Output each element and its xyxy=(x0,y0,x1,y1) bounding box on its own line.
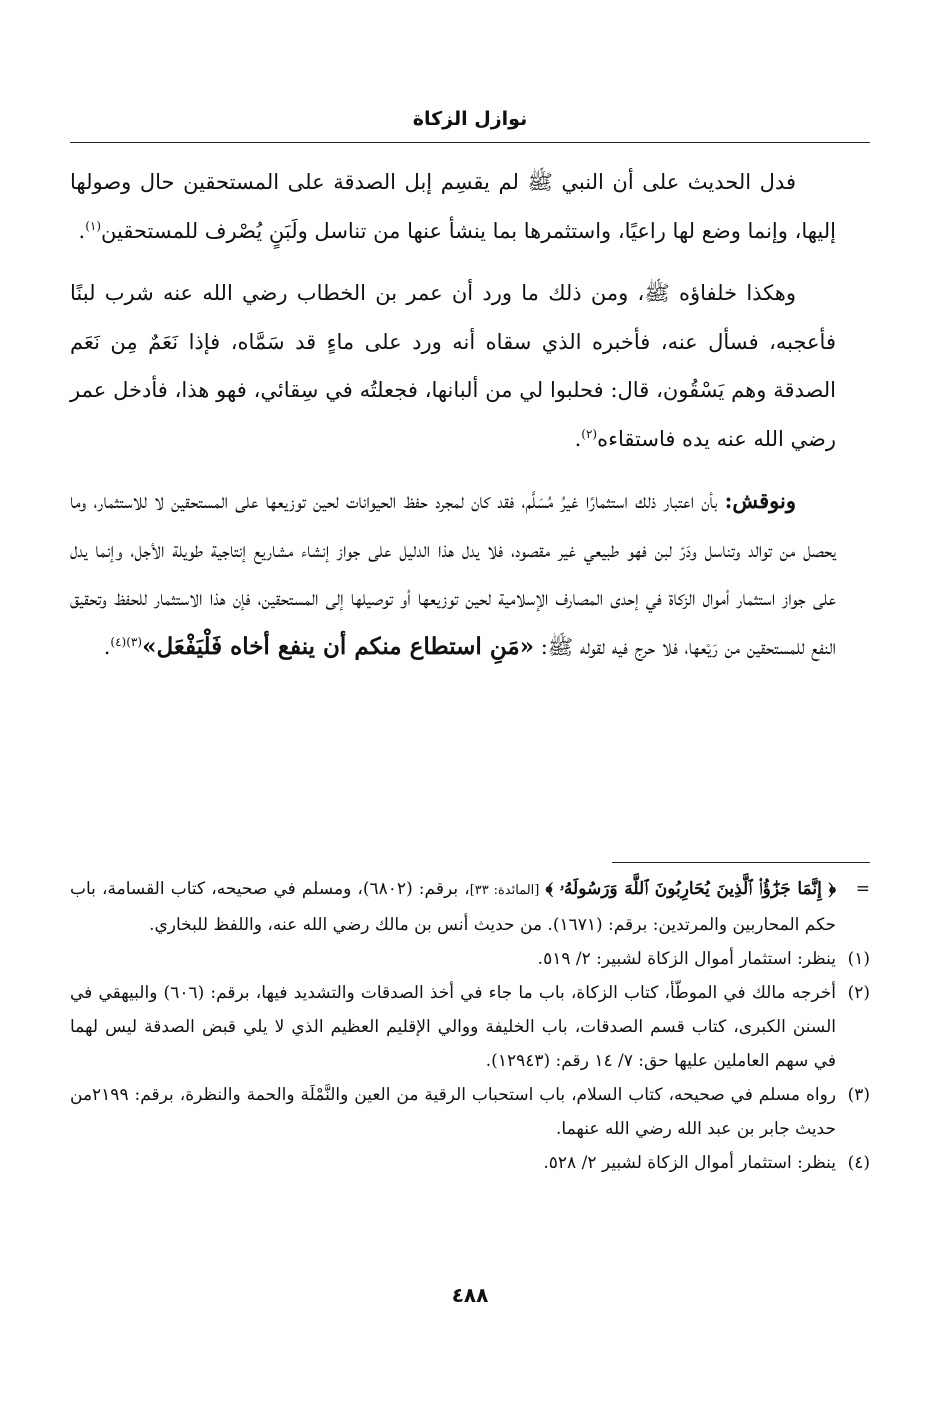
footnote-2 xyxy=(70,976,870,1078)
footnotes xyxy=(70,872,870,1180)
footnote-ref-1: (١) xyxy=(85,218,102,233)
footnote-text: أخرجه مالك في الموطّأ، كتاب الزكاة، باب ما جاء في أخذ الصدقات والتشديد فيها، برقم: (٦٠٦) والبيهقي في السنن الكبرى، كتاب قسم الصدقات، باب الخليفة ووالي الإقليم العظيم الذي لا يلي قبض الصدقة ليس لهما في سهم العاملين عليها حق: ٧/ ١٤ رقم: (١٢٩٤٣). xyxy=(70,983,836,1071)
paragraph-3: ونوقش: بأن اعتبار ذلك استثمارًا غيرُ مُسَلَّم، فقد كان لمجرد حفظ الحيوانات لحين توزيعها على المستحقين لا للاستثمار، وما يحصل من توالد وتناسل ودَرّ لبن فهو طبيعي غير مقصود، فلا يدل هذا الدليل على جواز إنشاء مشاريع إنتاجية طويلة الأجل، وإنما يدل على جواز استثمار أموال الزكاة في إحدى المصارف الإسلامية لحين توزيعها أو توصيلها إلى المستحقين، فإن هذا الاستثمار للحفظ وتحقيق النفع للمستحقين من رَيْعها، فلا حرج فيه لقوله ﷺ: «مَنِ استطاع منكم أن ينفع أخاه فَلْيَفْعَل»$^{(٣)(٤)}$. xyxy=(70,488,836,660)
footnote-ref-3-4: (٣)(٤) xyxy=(110,634,143,649)
footnote-text: رواه مسلم في صحيحه، كتاب السلام، باب استحباب الرقية من العين والنَّمْلَة والحمة والنظرة، برقم: ٢١٩٩من حديث جابر بن عبد الله رضي الله عنهما. xyxy=(70,1085,836,1139)
hadith-quote: «مَنِ استطاع منكم أن ينفع أخاه فَلْيَفْعَل» xyxy=(142,632,535,660)
footnote-text: ينظر: استثمار أموال الزكاة لشبير: ٢/ ٥١٩. xyxy=(537,949,836,969)
paragraph-1-text: فدل الحديث على أن النبي ﷺ لم يقسِم إبل الصدقة على المستحقين حال وصولها إليها، وإنما وضع لها راعيًا، واستثمرها بما ينشأ عنها من تناسل ولَبَنٍ يُصْرف للمستحقين xyxy=(70,170,836,243)
footnote-number: (١) xyxy=(847,949,870,969)
quran-verse: ﴿ إِنَّمَا جَزَٰٓؤُا۟ ٱلَّذِينَ يُحَارِبُونَ ٱللَّهَ وَرَسُولَهُۥ ﴾ xyxy=(545,879,836,899)
footnote-continuation xyxy=(70,872,870,942)
paragraph-2: وهكذا خلفاؤه ﷺ، ومن ذلك ما ورد أن عمر بن الخطاب رضي الله عنه شرب لبنًا فأعجبه، فسأل عنه، فأخبره الذي سقاه أنه ورد على ماءٍ قد سَمَّاه، فإذا نَعَمٌ مِن نَعَم الصدقة وهم يَسْقُون، قال: فحلبوا لي من ألبانها، فجعلتُه في سِقائي، فهو هذا، فأدخل عمر رضي الله عنه يده فاستقاءه$^{(٢)}$. xyxy=(70,281,836,451)
footnote-number: (٢) xyxy=(847,983,870,1003)
continuation-marker: = xyxy=(855,879,870,899)
header-rule xyxy=(70,142,870,143)
footnote-4 xyxy=(70,1146,870,1180)
paragraph-3-text: بأن اعتبار ذلك استثمارًا غيرُ مُسَلَّم، فقد كان لمجرد حفظ الحيوانات لحين توزيعها على المستحقين لا للاستثمار، وما يحصل من توالد وتناسل ودَرّ لبن فهو طبيعي غير مقصود، فلا يدل هذا الدليل على جواز إنشاء مشاريع إنتاجية طويلة الأجل، وإنما يدل على جواز استثمار أموال الزكاة في إحدى المصارف الإسلامية لحين توزيعها أو توصيلها إلى المستحقين، فإن هذا الاستثمار للحفظ وتحقيق النفع للمستحقين من رَيْعها، فلا حرج فيه لقوله ﷺ: xyxy=(70,489,836,659)
continuation-text xyxy=(70,872,836,942)
footnote-separator xyxy=(612,862,870,863)
footnote-number: (٤) xyxy=(847,1153,870,1173)
footnote-3 xyxy=(70,1078,870,1146)
main-text xyxy=(70,158,836,685)
continuation-body: ، برقم: (٦٨٠٢)، ومسلم في صحيحه، كتاب القسامة، باب حكم المحاربين والمرتدين: برقم: (١٦٧١). من حديث أنس بن مالك رضي الله عنه، واللفظ للبخاري. xyxy=(70,879,836,935)
objection-keyword: ونوقش: xyxy=(724,488,796,513)
footnote-ref-2: (٢) xyxy=(581,426,598,441)
paragraph-1: فدل الحديث على أن النبي ﷺ لم يقسِم إبل الصدقة على المستحقين حال وصولها إليها، وإنما وضع لها راعيًا، واستثمرها بما ينشأ عنها من تناسل ولَبَنٍ يُصْرف للمستحقين$^{(١)}$. xyxy=(70,170,836,243)
running-header-title: نوازل الزكاة xyxy=(412,108,528,130)
page-number: ٤٨٨ xyxy=(451,1283,489,1307)
surah-reference: [المائدة: ٣٣] xyxy=(469,883,540,898)
footnote-text: ينظر: استثمار أموال الزكاة لشبير ٢/ ٥٢٨. xyxy=(543,1153,836,1173)
paragraph-2-text: وهكذا خلفاؤه ﷺ، ومن ذلك ما ورد أن عمر بن الخطاب رضي الله عنه شرب لبنًا فأعجبه، فسأل عنه، فأخبره الذي سقاه أنه ورد على ماءٍ قد سَمَّاه، فإذا نَعَمٌ مِن نَعَم الصدقة وهم يَسْقُون، قال: فحلبوا لي من ألبانها، فجعلتُه في سِقائي، فهو هذا، فأدخل عمر رضي الله عنه يده فاستقاءه xyxy=(70,281,836,451)
footnote-number: (٣) xyxy=(847,1085,870,1105)
footnote-1 xyxy=(70,942,870,976)
